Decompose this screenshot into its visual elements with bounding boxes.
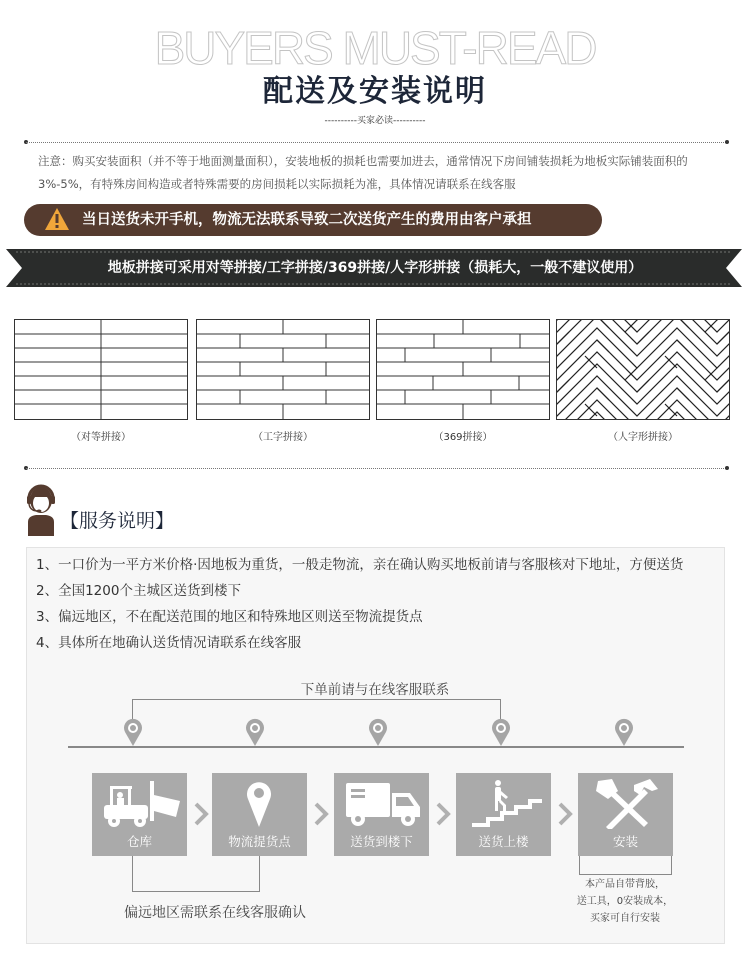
page-subtitle: ----------买家必读----------	[324, 116, 426, 126]
pattern-equal-joint	[14, 319, 188, 420]
timeline-line	[68, 746, 684, 748]
chevron-right-icon	[311, 800, 331, 828]
section-divider	[26, 142, 726, 143]
step-label: 送货上楼	[478, 834, 529, 849]
service-item: 1、一口价为一平方米价格·因地板为重货，一般走物流，亲在确认购买地板前请与客服核对下地址，方便送货	[36, 557, 684, 573]
chevron-right-icon	[191, 800, 211, 828]
step-label: 送货到楼下	[350, 834, 413, 849]
step-deliver-upstairs	[456, 773, 551, 856]
location-pin-icon	[123, 718, 143, 746]
page-title: 配送及安装说明	[263, 74, 487, 109]
install-bracket-left	[579, 856, 580, 874]
section-divider	[26, 468, 726, 469]
service-section-title: 【服务说明】	[60, 510, 175, 532]
warning-triangle-icon	[44, 207, 70, 231]
install-note-line: 本产品自带背胶，	[585, 879, 665, 890]
pattern-369-joint	[376, 319, 550, 420]
install-note-line: 买家可自行安装	[590, 913, 660, 924]
pattern-label-369: （369拼接）	[433, 432, 493, 443]
install-bracket-right	[671, 856, 672, 874]
install-bracket-bottom	[579, 874, 672, 875]
remote-bracket-left	[132, 856, 133, 891]
warning-text: 当日送货未开手机，物流无法联系导致二次送货产生的费用由客户承担	[82, 212, 532, 228]
forklift-icon	[92, 777, 187, 829]
map-pin-icon	[212, 777, 307, 829]
step-install	[578, 773, 673, 856]
service-item: 2、全国1200个主城区送货到楼下	[36, 583, 241, 599]
chevron-right-icon	[555, 800, 575, 828]
ribbon-text: 地板拼接可采用对等拼接/工字拼接/369拼接/人字形拼接（损耗大，一般不建议使用）	[107, 260, 643, 276]
service-item: 4、具体所在地确认送货情况请联系在线客服	[36, 635, 302, 651]
notice-text: 注意：购买安装面积（并不等于地面测量面积），安装地板的损耗也需要加进去，通常情况下房间铺装损耗为地板实际铺装面积的3%-5%，有特殊房间构造或者特殊需要的房间损耗以实际损耗为准，具体情况请联系在线客服	[38, 154, 688, 191]
divider-dot-right	[725, 140, 729, 144]
remote-bracket-right	[259, 856, 260, 891]
remote-area-label: 偏远地区需联系在线客服确认	[124, 905, 306, 921]
stairs-walker-icon	[456, 777, 551, 829]
pattern-herringbone	[556, 319, 730, 420]
install-note-line: 送工具，0安装成本，	[576, 896, 674, 907]
divider-dot-right	[725, 466, 729, 470]
english-title: BUYERS MUST-READ	[154, 22, 596, 74]
customer-service-headset-icon	[24, 478, 58, 536]
pattern-label-equal: （对等拼接）	[71, 432, 131, 443]
axe-hammer-tools-icon	[578, 777, 673, 829]
location-pin-icon	[614, 718, 634, 746]
step-warehouse	[92, 773, 187, 856]
location-pin-icon	[245, 718, 265, 746]
pattern-label-i: （工字拼接）	[253, 432, 313, 443]
pattern-label-herringbone: （人字形拼接）	[608, 432, 678, 443]
delivery-truck-icon	[334, 777, 429, 829]
service-item: 3、偏远地区，不在配送范围的地区和特殊地区则送至物流提货点	[36, 609, 423, 625]
location-pin-icon	[491, 718, 511, 746]
step-label: 仓库	[126, 834, 152, 849]
step-pickup-point	[212, 773, 307, 856]
remote-bracket-bottom	[132, 891, 260, 892]
location-pin-icon	[368, 718, 388, 746]
flow-top-label: 下单前请与在线客服联系	[300, 682, 450, 698]
step-label: 物流提货点	[228, 834, 291, 849]
bracket-left	[132, 699, 133, 719]
pattern-i-joint	[196, 319, 370, 420]
step-label: 安装	[612, 834, 638, 849]
bracket-right	[500, 699, 501, 719]
chevron-right-icon	[433, 800, 453, 828]
install-note	[576, 876, 674, 927]
bracket-top	[132, 699, 501, 700]
step-deliver-downstairs	[334, 773, 429, 856]
